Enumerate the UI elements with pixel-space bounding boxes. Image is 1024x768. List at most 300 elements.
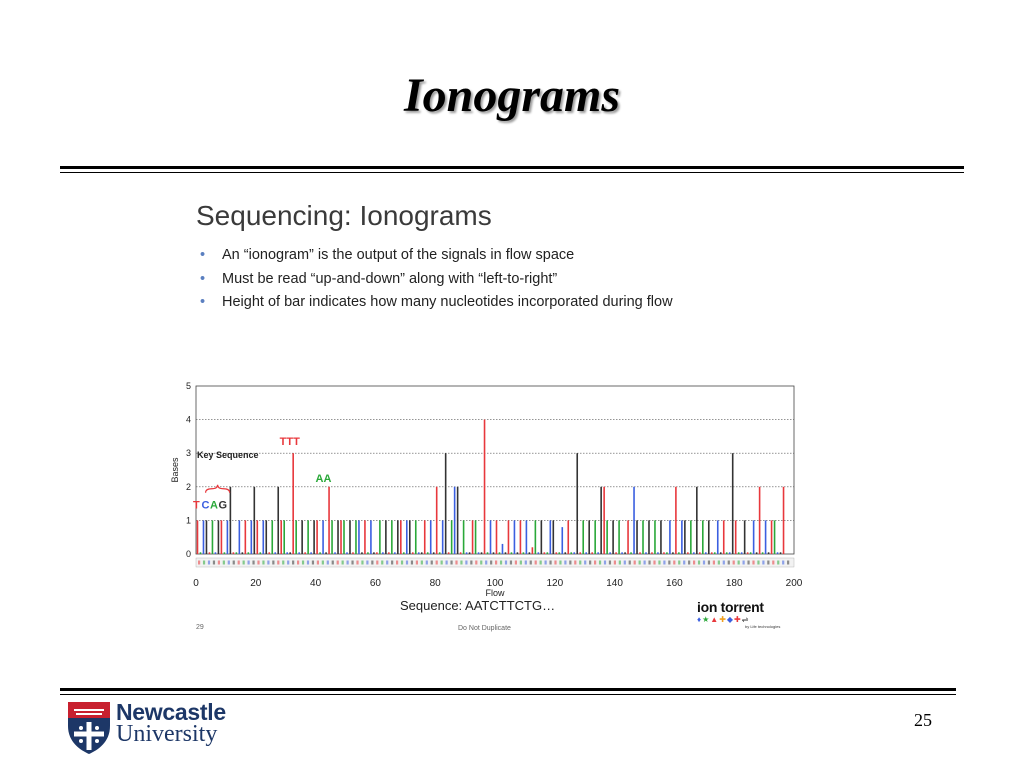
flow-base-marker (723, 561, 725, 565)
flow-base-marker (495, 561, 497, 565)
ionogram-bar (687, 552, 689, 554)
y-tick-label: 1 (185, 515, 191, 526)
flow-base-marker (342, 561, 344, 565)
ionogram-bar (756, 552, 758, 554)
ionogram-bar (723, 520, 725, 554)
ionogram-bar (457, 487, 459, 554)
flow-base-marker (386, 561, 388, 565)
flow-base-marker (337, 561, 339, 565)
flow-base-marker (668, 561, 670, 565)
y-tick-label: 3 (185, 448, 191, 459)
ionogram-bar (744, 520, 746, 554)
ionogram-bar (750, 552, 752, 554)
ionogram-bar (511, 552, 513, 554)
flow-base-marker (327, 561, 329, 565)
ionogram-bar (666, 552, 668, 554)
ionogram-bar (334, 552, 336, 554)
ionogram-bar (535, 520, 537, 554)
flow-base-marker (485, 561, 487, 565)
ionogram-bar (544, 552, 546, 554)
ionogram-bar (484, 420, 486, 554)
ionogram-bar (517, 552, 519, 554)
flow-base-marker (223, 561, 225, 565)
ionogram-bar (259, 552, 261, 554)
flow-base-marker (589, 561, 591, 565)
ionogram-bar (660, 520, 662, 554)
ionogram-bar (738, 552, 740, 554)
ionogram-bar (520, 520, 522, 554)
flow-base-marker (782, 561, 784, 565)
ionogram-bar (286, 552, 288, 554)
key-sequence-label: Key Sequence (197, 450, 259, 461)
ionogram-bar (777, 552, 779, 554)
ionogram-bar (561, 527, 563, 554)
ionogram-bar (206, 520, 208, 554)
ionogram-bar (567, 520, 569, 554)
ionogram-bar (783, 487, 785, 554)
flow-base-marker (455, 561, 457, 565)
ionogram-bar (684, 520, 686, 554)
ionogram-bar (576, 453, 578, 554)
flow-base-marker (614, 561, 616, 565)
ionogram-bar (765, 520, 767, 554)
ionogram-bar (690, 520, 692, 554)
ionogram-bar (582, 520, 584, 554)
slide-title: Ionograms (403, 69, 621, 122)
flow-base-marker (787, 561, 789, 565)
ionogram-bar (274, 552, 276, 554)
ionogram-bar (564, 552, 566, 554)
ionogram-bar (526, 520, 528, 554)
flow-base-marker (307, 561, 309, 565)
ionogram-bar (532, 547, 534, 554)
ionogram-bar (236, 552, 238, 554)
ionogram-bar (406, 520, 408, 554)
ionogram-bar (373, 552, 375, 554)
ionogram-bar (385, 520, 387, 554)
plot-frame (196, 386, 794, 554)
ionogram-bar (762, 552, 764, 554)
flow-base-marker (515, 561, 517, 565)
flow-base-marker (366, 561, 368, 565)
ionogram-bar (265, 520, 267, 554)
ionogram-bar (487, 552, 489, 554)
ionogram-bar (732, 453, 734, 554)
ionogram-bar (774, 520, 776, 554)
x-tick-label: 20 (250, 578, 262, 589)
flow-base-marker (663, 561, 665, 565)
flow-base-marker (673, 561, 675, 565)
ionogram-bar (394, 552, 396, 554)
y-tick-label: 4 (185, 414, 191, 425)
university-shield-icon (66, 700, 112, 756)
ionogram-bar (651, 552, 653, 554)
ionogram-bar (639, 552, 641, 554)
flow-base-marker (772, 561, 774, 565)
ionogram-bar (771, 520, 773, 554)
flow-base-marker (480, 561, 482, 565)
flow-base-marker (624, 561, 626, 565)
flow-base-marker (262, 561, 264, 565)
ionogram-bar (654, 520, 656, 554)
ionogram-bar (630, 552, 632, 554)
ionogram-bar (481, 552, 483, 554)
ionogram-bar (364, 520, 366, 554)
ionogram-bar (313, 520, 315, 554)
ionogram-bar (753, 520, 755, 554)
flow-base-marker (302, 561, 304, 565)
flow-base-marker (208, 561, 210, 565)
ionogram-bar (663, 552, 665, 554)
ionogram-bar (283, 520, 285, 554)
flow-base-marker (203, 561, 205, 565)
flow-base-marker (564, 561, 566, 565)
key-letter: G (218, 499, 228, 512)
x-axis-label: Flow (485, 588, 505, 598)
ionogram-bar (346, 552, 348, 554)
flow-base-marker (693, 561, 695, 565)
flow-base-marker (252, 561, 254, 565)
ionogram-bar (588, 520, 590, 554)
ionogram-bar (541, 520, 543, 554)
ionogram-bar (502, 544, 504, 554)
flow-base-marker (688, 561, 690, 565)
ionogram-bar (224, 552, 226, 554)
ionogram-bar (298, 552, 300, 554)
embedded-slide-image (170, 190, 820, 645)
ionogram-bar (212, 520, 214, 554)
ionogram-bar (693, 552, 695, 554)
flow-base-marker (450, 561, 452, 565)
ionogram-bar (430, 520, 432, 554)
ionogram-bar (367, 552, 369, 554)
ionogram-bar (642, 520, 644, 554)
flow-base-marker (594, 561, 596, 565)
ionogram-bar (203, 520, 205, 554)
ionogram-bar (295, 520, 297, 554)
ionogram-bar (328, 487, 330, 554)
x-tick-label: 180 (725, 578, 743, 589)
flow-base-marker (376, 561, 378, 565)
ionogram-bar (322, 520, 324, 554)
x-tick-label: 40 (310, 578, 322, 589)
ionogram-bar (606, 520, 608, 554)
ionogram-bar (615, 552, 617, 554)
flow-base-marker (436, 561, 438, 565)
ionogram-bar (708, 520, 710, 554)
flow-base-marker (644, 561, 646, 565)
sequence-caption: Sequence: AATCTTCTG… (400, 598, 556, 613)
ionogram-bar (726, 552, 728, 554)
ionogram-bar (469, 552, 471, 554)
ionogram-bar (579, 552, 581, 554)
ionogram-bar (720, 552, 722, 554)
flow-base-marker (629, 561, 631, 565)
ionogram-bar (200, 552, 202, 554)
ionogram-bar (448, 552, 450, 554)
ionogram-bar (415, 520, 417, 554)
flow-base-marker (416, 561, 418, 565)
flow-base-marker (470, 561, 472, 565)
flow-base-marker (549, 561, 551, 565)
x-tick-label: 200 (785, 578, 803, 589)
flow-base-marker (728, 561, 730, 565)
ionogram-bar (197, 520, 199, 554)
ionogram-bar (573, 552, 575, 554)
ionogram-bar (735, 520, 737, 554)
ionogram-bar (403, 552, 405, 554)
ionogram-bar (558, 552, 560, 554)
ionogram-bar (370, 520, 372, 554)
flow-base-marker (703, 561, 705, 565)
ionogram-bar (391, 520, 393, 554)
ionogram-bar (696, 487, 698, 554)
ionogram-bar (675, 487, 677, 554)
ionogram-bar (256, 520, 258, 554)
ionogram-bar (316, 520, 318, 554)
flow-base-marker (743, 561, 745, 565)
ionogram-bar (382, 552, 384, 554)
flow-base-marker (332, 561, 334, 565)
bar-annotation: AA (315, 472, 332, 485)
ionogram-bar (262, 520, 264, 554)
ionogram-bar (669, 520, 671, 554)
ionogram-bar (594, 520, 596, 554)
flow-base-marker (520, 561, 522, 565)
bullet-item: • An “ionogram” is the output of the signals in flow space (200, 247, 575, 263)
flow-base-marker (431, 561, 433, 565)
ionogram-bar (547, 552, 549, 554)
ion-torrent-logo (697, 600, 797, 629)
ionogram-bar (233, 552, 235, 554)
flow-base-marker (500, 561, 502, 565)
ionogram-bar (681, 520, 683, 554)
ionogram-bar (603, 487, 605, 554)
ionogram-bar (400, 520, 402, 554)
flow-base-marker (757, 561, 759, 565)
ionogram-bar (529, 552, 531, 554)
bullet-item: • Must be read “up-and-down” along with “left-to-right” (200, 270, 558, 287)
ionogram-bar (729, 552, 731, 554)
ionogram-bar (780, 552, 782, 554)
ionogram-bar (633, 487, 635, 554)
ionogram-bar (340, 520, 342, 554)
ionogram-bar (379, 520, 381, 554)
ionogram-bar (427, 552, 429, 554)
ionogram-bar (496, 520, 498, 554)
flow-base-marker (648, 561, 650, 565)
flow-base-marker (238, 561, 240, 565)
flow-base-marker (540, 561, 542, 565)
ionogram-bar (514, 520, 516, 554)
ionogram-bar (343, 520, 345, 554)
flow-base-marker (475, 561, 477, 565)
flow-base-marker (678, 561, 680, 565)
flow-base-marker (411, 561, 413, 565)
ionogram-bar (538, 552, 540, 554)
do-not-duplicate-note: Do Not Duplicate (458, 625, 511, 632)
flow-base-marker (698, 561, 700, 565)
flow-base-marker (599, 561, 601, 565)
y-tick-label: 2 (185, 481, 191, 492)
ionogram-bar (741, 552, 743, 554)
x-tick-label: 80 (429, 578, 441, 589)
embedded-slide-title: Sequencing: Ionograms (196, 200, 492, 231)
flow-base-marker (708, 561, 710, 565)
ionogram-bar (636, 520, 638, 554)
x-tick-label: 0 (193, 578, 199, 589)
flow-base-marker (426, 561, 428, 565)
flow-base-marker (752, 561, 754, 565)
ionogram-bar (553, 520, 555, 554)
ionogram-bar (550, 520, 552, 554)
flow-base-marker (525, 561, 527, 565)
flow-base-marker (297, 561, 299, 565)
ionogram-bar (424, 520, 426, 554)
ionogram-bar (759, 487, 761, 554)
y-axis-label: Bases (170, 457, 180, 483)
ionogram-bar (472, 520, 474, 554)
flow-base-marker (460, 561, 462, 565)
flow-base-marker (658, 561, 660, 565)
ionogram-bar (397, 520, 399, 554)
ionogram-bar (657, 552, 659, 554)
flow-base-marker (198, 561, 200, 565)
ionogram-bar (475, 520, 477, 554)
ionogram-bar (585, 552, 587, 554)
ionogram-bar (499, 552, 501, 554)
ion-torrent-tagline: by Life technologies (745, 624, 781, 629)
ionogram-bar (451, 520, 453, 554)
flow-base-marker (584, 561, 586, 565)
ionogram-bar (523, 552, 525, 554)
flow-base-marker (371, 561, 373, 565)
key-letter: T (193, 499, 200, 512)
ionogram-bar (230, 487, 232, 554)
ionogram-bar (319, 552, 321, 554)
ionogram-bar (218, 520, 220, 554)
ionogram-bar (466, 552, 468, 554)
flow-base-marker (287, 561, 289, 565)
ionogram-bar (445, 453, 447, 554)
flow-base-marker (718, 561, 720, 565)
flow-base-marker (510, 561, 512, 565)
x-tick-label: 120 (546, 578, 564, 589)
ionogram-bar (251, 520, 253, 554)
x-tick-label: 140 (606, 578, 623, 589)
ionogram-bar (349, 520, 351, 554)
ionogram-bar (490, 520, 492, 554)
ionogram-bar (277, 487, 279, 554)
ionogram-bar (460, 552, 462, 554)
flow-base-marker (282, 561, 284, 565)
ionogram-bar (442, 520, 444, 554)
key-letter: C (201, 499, 210, 512)
newcastle-university-logo (66, 700, 236, 758)
ion-torrent-wordmark: ion torrent (697, 599, 764, 615)
flow-base-marker (228, 561, 230, 565)
flow-base-marker (351, 561, 353, 565)
ionogram-bar (325, 552, 327, 554)
flow-base-marker (347, 561, 349, 565)
flow-base-marker (559, 561, 561, 565)
ionogram-bar (433, 552, 435, 554)
ionogram-bar (352, 552, 354, 554)
ionogram-bar (570, 552, 572, 554)
ionogram-bar (307, 520, 309, 554)
ionogram-bar (361, 552, 363, 554)
footer-divider-thick (60, 688, 956, 691)
title-divider-thick (60, 166, 964, 169)
footer-divider-thin (60, 694, 956, 695)
ionogram-bar (612, 520, 614, 554)
flow-base-marker (545, 561, 547, 565)
flow-base-marker (406, 561, 408, 565)
flow-base-marker (465, 561, 467, 565)
ionogram-bar (221, 520, 223, 554)
ionogram-bar (280, 520, 282, 554)
y-tick-label: 5 (185, 381, 191, 391)
ionogram-bar (215, 552, 217, 554)
ionogram-bar (245, 520, 247, 554)
flow-base-marker (579, 561, 581, 565)
flow-base-marker (391, 561, 393, 565)
flow-base-marker (243, 561, 245, 565)
flow-base-marker (767, 561, 769, 565)
flow-base-marker (777, 561, 779, 565)
ionogram-bar (714, 552, 716, 554)
ionogram-bar (505, 552, 507, 554)
ionogram-bar (717, 520, 719, 554)
ionogram-chart (170, 190, 820, 645)
ionogram-bar (439, 552, 441, 554)
ionogram-bar (268, 552, 270, 554)
ionogram-bar (508, 520, 510, 554)
ionogram-bar (627, 520, 629, 554)
ionogram-bar (463, 520, 465, 554)
flow-base-marker (609, 561, 611, 565)
flow-base-marker (535, 561, 537, 565)
embedded-slide-number: 29 (196, 624, 204, 631)
ionogram-bar (609, 552, 611, 554)
ionogram-bar (289, 552, 291, 554)
ionogram-bar (304, 552, 306, 554)
ionogram-bar (618, 520, 620, 554)
ionogram-bar (242, 552, 244, 554)
flow-base-marker (267, 561, 269, 565)
flow-base-marker (505, 561, 507, 565)
ionogram-bar (376, 552, 378, 554)
ionogram-bar (493, 552, 495, 554)
ionogram-bar (358, 520, 360, 554)
flow-base-marker (604, 561, 606, 565)
bullet-text: Height of bar indicates how many nucleotides incorporated during flow (222, 294, 673, 310)
ionogram-bar (672, 552, 674, 554)
ionogram-bar (591, 552, 593, 554)
bullet-text: An “ionogram” is the output of the signals in flow space (222, 247, 575, 263)
ionogram-bar (705, 552, 707, 554)
flow-base-marker (248, 561, 250, 565)
logo-line-newcastle: Newcastle (116, 699, 226, 725)
flow-base-marker (272, 561, 274, 565)
page-number: 25 (914, 710, 932, 730)
bullet-item: • Height of bar indicates how many nucleotides incorporated during flow (200, 294, 673, 310)
x-tick-label: 60 (369, 578, 381, 589)
ionogram-bar (292, 453, 294, 554)
ionogram-bar (337, 520, 339, 554)
flow-base-marker (653, 561, 655, 565)
flow-base-marker (322, 561, 324, 565)
